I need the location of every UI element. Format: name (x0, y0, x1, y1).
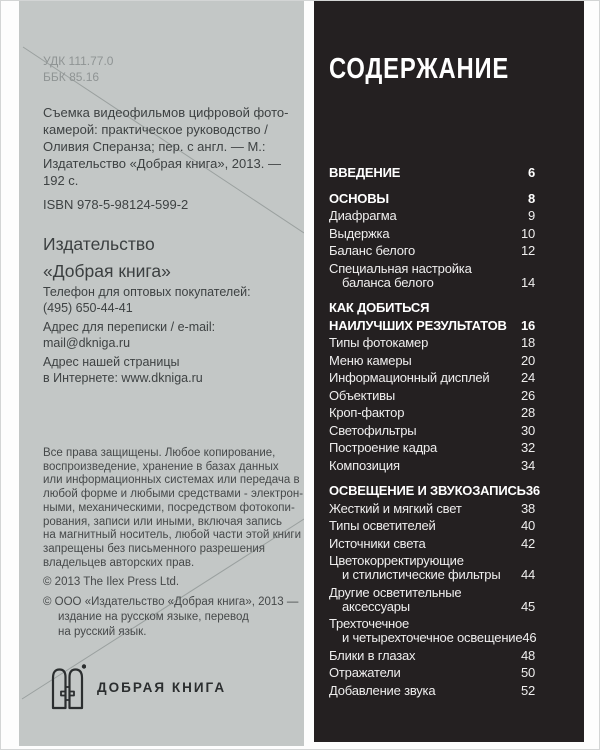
toc-entry (329, 439, 535, 457)
toc-entry-page: 34 (520, 457, 535, 473)
toc-entry-label: Добавление звука (329, 682, 436, 698)
toc-entry (329, 517, 535, 535)
toc-list (329, 164, 540, 699)
toc-title: СОДЕРЖАНИЕ (329, 53, 510, 85)
contact-email (43, 320, 215, 351)
toc-entry (329, 225, 535, 243)
biblio-line: 192 с. (43, 173, 79, 188)
toc-entry-page: 52 (520, 682, 535, 698)
toc-entry-label: Источники света (329, 535, 426, 551)
toc-entry-page: 50 (520, 665, 535, 680)
toc-entry-label: Другие осветительные (329, 584, 462, 600)
toc-entry-label: Цветокорректирующие (329, 553, 464, 568)
copyright-line: © ООО «Издательство «Добрая книга», 2013 — (43, 596, 299, 608)
toc-entry (329, 164, 535, 182)
toc-entry-label: Информационный дисплей (329, 370, 490, 385)
toc-entry (329, 274, 535, 292)
toc-entry-page: 32 (520, 440, 535, 455)
contact-label: Адрес для переписки / e-mail: (43, 320, 216, 334)
toc-entry-label: аксессуары (342, 598, 410, 614)
rights-line: ными, механическими, посредством фотокопи- (43, 501, 295, 514)
toc-entry (329, 500, 535, 518)
publisher-name (43, 231, 171, 284)
toc-entry (329, 242, 535, 260)
toc-panel (314, 1, 584, 742)
toc-entry (329, 317, 535, 335)
toc-entry-label: Построение кадра (329, 440, 438, 455)
biblio-line: Съемка видеофильмов цифровой фото- (43, 105, 289, 120)
toc-entry-page: 38 (520, 500, 535, 516)
toc-entry-label: ОСВЕЩЕНИЕ И ЗВУКОЗАПИСЬ (329, 483, 526, 498)
toc-entry-label: Выдержка (329, 225, 390, 241)
toc-entry-page: 8 (527, 190, 535, 206)
publisher-name-line: Издательство (43, 234, 155, 254)
toc-entry-label: Меню камеры (329, 352, 412, 368)
contact-website (43, 355, 203, 386)
toc-entry-label: Отражатели (329, 665, 401, 680)
toc-entry-label: Типы фотокамер (329, 335, 429, 350)
rights-notice (43, 447, 303, 570)
copyright-line: издание на русском языке, перевод (58, 611, 249, 623)
copyright-line: на русский язык. (58, 626, 147, 638)
toc-entry-label: Объективы (329, 387, 395, 403)
toc-entry-label: баланса белого (342, 274, 434, 290)
toc-entry-page: 36 (525, 483, 540, 498)
udk-line: УДК 111.77.0 (43, 54, 114, 68)
toc-entry-page: 18 (520, 335, 535, 350)
rights-line: Все права защищены. Любое копирование, (43, 447, 276, 459)
isbn: ISBN 978-5-98124-599-2 (43, 197, 189, 212)
toc-entry-page: 6 (527, 165, 535, 180)
toc-entry-label: ОСНОВЫ (329, 190, 389, 206)
rights-line: запрещены без письменного разрешения (43, 542, 265, 555)
rights-line: любой форме и любыми средствами - электрон- (43, 488, 304, 501)
website-address: в Интернете: www.dkniga.ru (43, 370, 203, 385)
toc-entry-page: 48 (520, 647, 535, 663)
copyright-russian-edition (43, 595, 298, 640)
toc-entry-label: Светофильтры (329, 422, 417, 438)
toc-entry (329, 647, 535, 665)
contact-label: Телефон для оптовых покупателей: (43, 285, 251, 299)
toc-entry (329, 629, 535, 647)
toc-entry-label: Кроп-фактор (329, 405, 405, 420)
imprint-panel (19, 1, 304, 746)
toc-entry-page: 46 (522, 630, 537, 645)
toc-entry (329, 682, 535, 700)
toc-entry-page: 42 (520, 535, 535, 551)
toc-entry-page: 44 (520, 567, 535, 582)
contact-label: Адрес нашей страницы (43, 355, 180, 369)
toc-entry-label: Специальная настройка (329, 260, 472, 276)
toc-entry (329, 334, 535, 352)
biblio-line: Издательство «Добрая книга», 2013. — (43, 156, 281, 171)
publisher-logo (49, 663, 226, 711)
toc-entry-page: 20 (520, 352, 535, 368)
toc-entry (329, 566, 535, 584)
toc-entry (329, 664, 535, 682)
toc-entry (329, 482, 540, 500)
toc-entry-page: 14 (520, 274, 535, 290)
toc-entry-page: 28 (520, 405, 535, 420)
logo-wordmark: ДОБРАЯ КНИГА (97, 679, 227, 695)
toc-entry (329, 387, 535, 405)
toc-entry (329, 207, 535, 225)
toc-entry-label: Трехточечное (329, 616, 410, 631)
toc-entry-label: Баланс белого (329, 243, 416, 258)
toc-entry-page: 45 (520, 598, 535, 614)
toc-entry-page: 16 (520, 317, 535, 333)
toc-entry-page: 12 (520, 243, 535, 258)
biblio-line: Оливия Сперанза; пер. с англ. — М.: (43, 139, 266, 154)
toc-entry-label: Диафрагма (329, 208, 397, 223)
toc-entry (329, 457, 535, 475)
email-address: mail@dkniga.ru (43, 335, 131, 350)
bibliographic-record (43, 104, 288, 189)
toc-entry-label: и четырехточечное освещение (342, 630, 523, 645)
toc-entry-page: 10 (520, 225, 535, 241)
logo-dot (82, 664, 86, 668)
rights-line: владельцев авторских прав. (43, 556, 195, 569)
toc-entry-label: КАК ДОБИТЬСЯ (329, 300, 430, 315)
toc-entry (329, 422, 535, 440)
biblio-line: камерой: практическое руководство / (43, 122, 268, 137)
rights-line: на магнитный носитель, любой части этой книги (43, 529, 302, 542)
rights-line: воспроизведение, хранение в базах данных (43, 460, 279, 473)
toc-entry-page: 24 (520, 370, 535, 385)
copyright-ilex: © 2013 The Ilex Press Ltd. (43, 576, 180, 588)
toc-entry-label: НАИЛУЧШИХ РЕЗУЛЬТАТОВ (329, 317, 507, 333)
toc-entry-page: 30 (520, 422, 535, 438)
udk-bbk-codes (43, 53, 113, 85)
toc-entry-label: Типы осветителей (329, 518, 436, 533)
rights-line: рования, записи или иными, включая запись (43, 515, 282, 528)
contact-phone (43, 285, 251, 316)
open-book-icon (49, 663, 86, 711)
toc-entry-page: 40 (520, 518, 535, 533)
toc-entry-label: и стилистические фильтры (342, 567, 501, 582)
toc-entry (329, 369, 535, 387)
toc-entry (329, 535, 535, 553)
toc-entry-label: Композиция (329, 457, 400, 473)
toc-entry (329, 190, 535, 208)
toc-entry-label: ВВЕДЕНИЕ (329, 165, 401, 180)
rights-line: или информационных системах или передача в (43, 474, 300, 487)
toc-entry (329, 352, 535, 370)
phone-number: (495) 650-44-41 (43, 300, 133, 315)
bbk-line: ББК 85.16 (43, 70, 100, 84)
toc-entry-page: 26 (520, 387, 535, 403)
toc-entry (329, 299, 535, 317)
toc-entry (329, 404, 535, 422)
toc-entry-label: Блики в глазах (329, 647, 416, 663)
publisher-name-line: «Добрая книга» (43, 260, 171, 281)
toc-entry-label: Жесткий и мягкий свет (329, 500, 462, 516)
toc-entry-page: 9 (527, 208, 535, 223)
